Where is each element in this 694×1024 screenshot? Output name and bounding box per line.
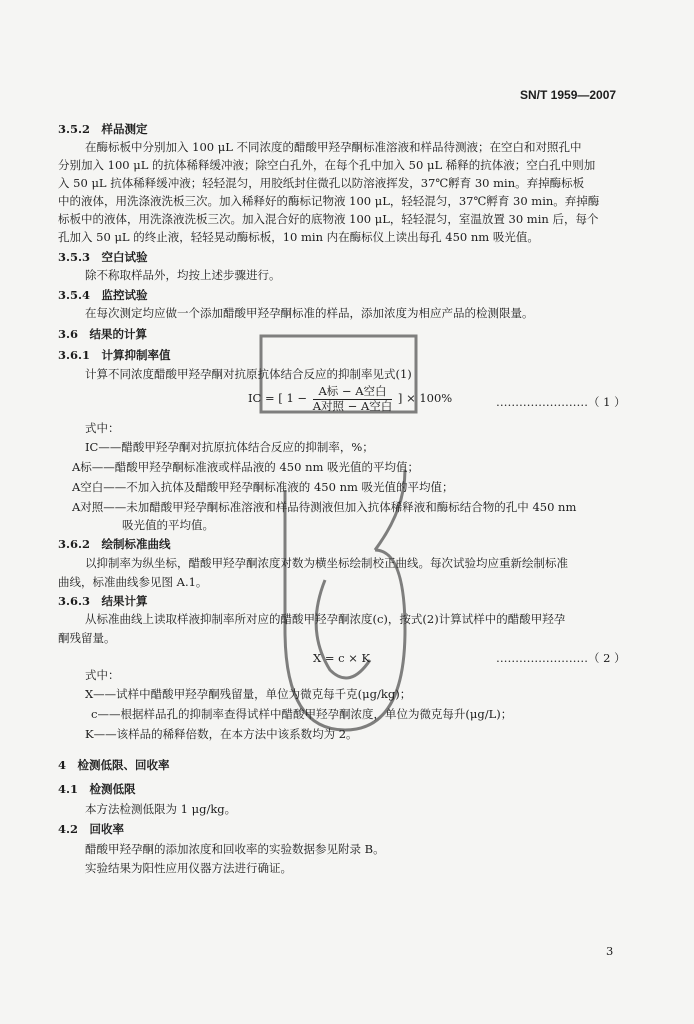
- where-label: 式中：: [85, 421, 120, 435]
- eq-close: ] × 100%: [397, 391, 453, 405]
- para-line: 分别加入 100 μL 的抗体稀释缓冲液；除空白孔外，在每个孔中加入 50 μL 稀释的抗体液；空白孔中则加: [58, 158, 596, 172]
- heading-4: 4 检测低限、回收率: [58, 758, 170, 772]
- heading-3-5-3: 3.5.3 空白试验: [58, 250, 148, 264]
- definition-line: A对照——未加醋酸甲羟孕酮标准溶液和样品待测液但加入抗体稀释液和酶标结合物的孔中 450 nm: [72, 500, 577, 514]
- eq-lhs: IC =: [248, 391, 279, 405]
- para-line: 实验结果为阳性应用仪器方法进行确证。: [85, 861, 292, 875]
- para-line: 醋酸甲羟孕酮的添加浓度和回收率的实验数据参见附录 B。: [85, 842, 385, 856]
- heading-4-1: 4.1 检测低限: [58, 782, 136, 796]
- para-line: 以抑制率为纵坐标，醋酸甲羟孕酮浓度对数为横坐标绘制校正曲线。每次试验均应重新绘制标准: [85, 556, 568, 570]
- para-line: 标板中的液体，用洗涤液洗板三次。加入混合好的底物液 100 μL，轻轻混匀，室温放置 30 min 后，每个: [58, 212, 599, 226]
- heading-3-6: 3.6 结果的计算: [58, 327, 148, 341]
- definition-line: c——根据样品孔的抑制率查得试样中醋酸甲羟孕酮浓度，单位为微克每升(μg/L)；: [91, 707, 513, 721]
- heading-3-6-3: 3.6.3 结果计算: [58, 594, 148, 608]
- para-line: 酮残留量。: [58, 631, 116, 645]
- where-label: 式中：: [85, 668, 120, 682]
- para-line: 从标准曲线上读取样液抑制率所对应的醋酸甲羟孕酮浓度(c)，按式(2)计算试样中的醋酸甲羟孕: [85, 612, 566, 626]
- heading-3-5-4: 3.5.4 监控试验: [58, 288, 148, 302]
- para-line: 本方法检测低限为 1 μg/kg。: [85, 802, 237, 816]
- heading-3-6-1: 3.6.1 计算抑制率值: [58, 348, 171, 362]
- eq-open: [ 1 −: [278, 391, 308, 405]
- eq-denominator: A对照 − A空白: [312, 398, 393, 413]
- definition-line: A标——醋酸甲羟孕酮标准液或样品液的 450 nm 吸光值的平均值；: [72, 460, 420, 474]
- para-line: 孔加入 50 μL 的终止液，轻轻晃动酶标板，10 min 内在酶标仪上读出每孔 450 nm 吸光值。: [58, 230, 539, 244]
- para-line: 计算不同浓度醋酸甲羟孕酮对抗原抗体结合反应的抑制率见式(1): [85, 367, 412, 381]
- eq-numerator: A标 − A空白: [313, 386, 393, 400]
- definition-line: IC——醋酸甲羟孕酮对抗原抗体结合反应的抑制率，%；: [85, 440, 374, 454]
- para-line: 中的液体，用洗涤液洗板三次。加入稀释好的酶标记物液 100 μL，轻轻混匀，37℃孵育 30 min。弃掉酶: [58, 194, 600, 208]
- equation-2: X = c × K: [313, 651, 371, 665]
- heading-4-2: 4.2 回收率: [58, 822, 125, 836]
- watermark-logo: [255, 330, 425, 750]
- para-line: 在酶标板中分别加入 100 μL 不同浓度的醋酸甲羟孕酮标准溶液和样品待测液；在空白和对照孔中: [85, 140, 582, 154]
- definition-line: K——该样品的稀释倍数，在本方法中该系数均为 2。: [85, 727, 358, 741]
- definition-line: A空白——不加入抗体及醋酸甲羟孕酮标准液的 450 nm 吸光值的平均值；: [72, 480, 454, 494]
- standard-number: SN/T 1959—2007: [520, 88, 617, 102]
- heading-3-6-2: 3.6.2 绘制标准曲线: [58, 537, 171, 551]
- definition-line: 吸光值的平均值。: [122, 518, 214, 532]
- heading-3-5-2: 3.5.2 样品测定: [58, 122, 148, 136]
- equation-number-1: ……………………（ 1 ）: [496, 395, 626, 409]
- para-line: 除不称取样品外，均按上述步骤进行。: [85, 268, 281, 282]
- page-number: 3: [606, 944, 614, 958]
- equation-number-2: ……………………（ 2 ）: [496, 651, 626, 665]
- para-line: 曲线，标准曲线参见图 A.1。: [58, 575, 208, 589]
- para-line: 入 50 μL 抗体稀释缓冲液；轻轻混匀，用胶纸封住微孔以防溶液挥发，37℃孵育 30 min。弃掉酶标板: [58, 176, 585, 190]
- para-line: 在每次测定均应做一个添加醋酸甲羟孕酮标准的样品，添加浓度为相应产品的检测限量。: [85, 306, 534, 320]
- definition-line: X——试样中醋酸甲羟孕酮残留量，单位为微克每千克(μg/kg)；: [85, 687, 412, 701]
